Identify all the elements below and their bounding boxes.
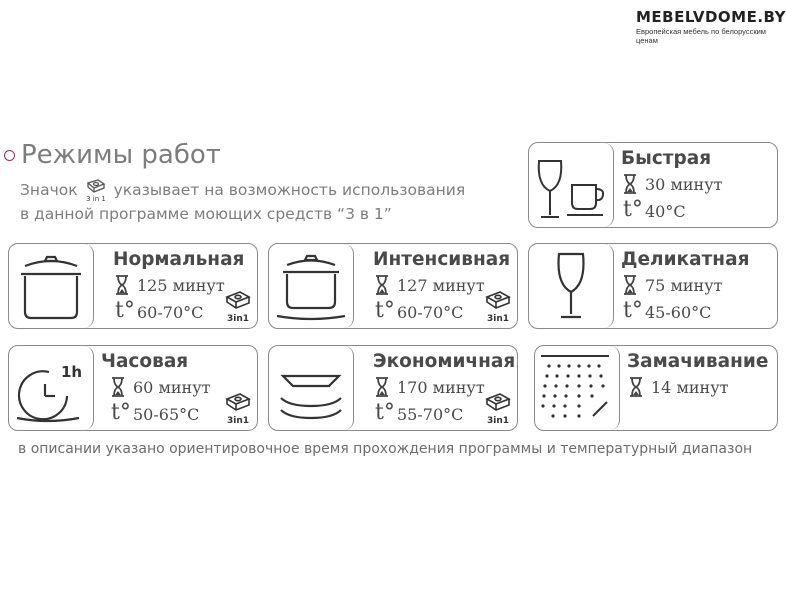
footnote: в описании указано ориентировочное время прохождения программы и температурный диапазон	[18, 441, 753, 457]
svg-text:3in1: 3in1	[486, 416, 510, 426]
program-time: 14 минут	[629, 377, 728, 397]
hourglass-icon	[623, 174, 637, 194]
intro-line-2: в данной программе моющих средств “3 в 1”	[20, 205, 392, 223]
pot-on-plate-icon	[269, 244, 353, 328]
program-picture	[529, 143, 614, 227]
three-in-one-icon	[483, 390, 513, 426]
bullet-icon	[4, 150, 15, 161]
brand-name: MEBELVDOME.BY	[636, 8, 786, 26]
shower-spray-icon	[535, 346, 619, 430]
program-card-hourly	[8, 345, 258, 431]
program-temperature: t° 60-70°C	[115, 298, 204, 323]
brand-logo	[636, 8, 786, 45]
program-time: 125 минут	[115, 275, 225, 295]
program-name: Нормальная	[113, 249, 245, 270]
three-in-one-icon	[483, 288, 513, 324]
svg-text:1h: 1h	[61, 363, 83, 381]
three-in-one-icon	[223, 288, 253, 324]
program-card-intensive	[268, 243, 518, 329]
program-picture	[269, 346, 354, 430]
hourglass-icon	[111, 377, 125, 397]
temperature-icon: t°	[115, 298, 135, 323]
program-picture	[9, 244, 94, 328]
hourglass-icon	[375, 275, 389, 295]
program-name: Быстрая	[621, 148, 712, 169]
temperature-icon: t°	[623, 197, 643, 222]
svg-text:3in1: 3in1	[226, 416, 250, 426]
hourglass-icon	[623, 275, 637, 295]
three-in-one-icon	[84, 177, 108, 203]
page-title: Режимы работ	[21, 140, 221, 170]
temperature-icon: t°	[375, 400, 395, 425]
program-card-soak	[534, 345, 778, 431]
program-name: Интенсивная	[373, 249, 511, 270]
program-time: 127 минут	[375, 275, 485, 295]
program-time: 75 минут	[623, 275, 722, 295]
program-name: Экономичная	[373, 351, 516, 372]
section-heading	[4, 140, 221, 170]
program-card-delicate	[528, 243, 778, 329]
hourglass-icon	[115, 275, 129, 295]
program-time: 170 минут	[375, 377, 485, 397]
hourglass-icon	[629, 377, 643, 397]
program-temperature: t° 40°C	[623, 197, 686, 222]
program-name: Замачивание	[627, 351, 769, 372]
program-temperature: t° 50-65°C	[111, 400, 200, 425]
program-picture	[269, 244, 354, 328]
svg-text:3in1: 3in1	[226, 314, 250, 324]
three-in-one-icon	[223, 390, 253, 426]
intro-text	[20, 177, 465, 226]
temperature-icon: t°	[623, 298, 643, 323]
temperature-icon: t°	[375, 298, 395, 323]
program-card-fast	[528, 142, 778, 228]
program-temperature: t° 60-70°C	[375, 298, 464, 323]
wine-glass-icon	[529, 244, 613, 328]
svg-text:3in1: 3in1	[486, 314, 510, 324]
svg-text:3 in 1: 3 in 1	[85, 195, 106, 203]
stacked-plates-icon	[269, 346, 353, 430]
brand-tagline: Европейская мебель по белорусским ценам	[636, 27, 766, 45]
program-card-economy	[268, 345, 518, 431]
program-picture	[529, 244, 614, 328]
program-name: Деликатная	[621, 249, 750, 270]
temperature-icon: t°	[111, 400, 131, 425]
intro-before-icon: Значок	[20, 180, 78, 199]
program-temperature: t° 55-70°C	[375, 400, 464, 425]
program-picture	[535, 346, 620, 430]
clock-1h-icon	[9, 346, 93, 430]
program-name: Часовая	[101, 351, 189, 372]
glass-and-cup-icon	[529, 143, 613, 227]
program-card-normal	[8, 243, 258, 329]
program-picture	[9, 346, 94, 430]
program-time: 30 минут	[623, 174, 722, 194]
program-temperature: t° 45-60°C	[623, 298, 712, 323]
intro-after-icon: указывает на возможность использования	[113, 180, 466, 199]
pot-icon	[9, 244, 93, 328]
program-time: 60 минут	[111, 377, 210, 397]
hourglass-icon	[375, 377, 389, 397]
